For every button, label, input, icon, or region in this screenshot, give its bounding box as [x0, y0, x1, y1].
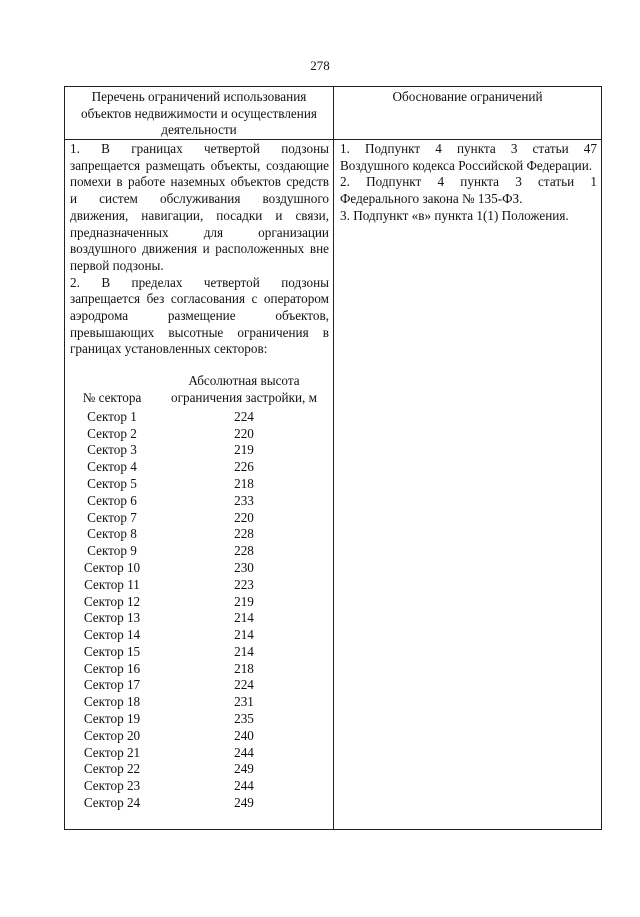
- sector-height: 220: [234, 509, 254, 525]
- sectors-table-body: [70, 409, 328, 812]
- sectors-height-table: [70, 373, 328, 812]
- table-row: [70, 426, 328, 443]
- justification-item-1: 1. Подпункт 4 пункта 3 статьи 47 Воздушного кодекса Российской Федерации.: [340, 141, 597, 173]
- sector-height: 228: [234, 543, 254, 559]
- table-row: [70, 627, 328, 644]
- sector-name: Сектор 23: [83, 778, 141, 794]
- sectors-table-header: [70, 373, 328, 409]
- table-row: [70, 442, 328, 459]
- table-row: [70, 661, 328, 678]
- sector-name: Сектор 11: [84, 576, 140, 592]
- sector-name: Сектор 24: [83, 795, 141, 811]
- page-number: 278: [310, 58, 330, 73]
- sector-height: 214: [234, 627, 254, 643]
- sector-name: Сектор 13: [83, 610, 141, 626]
- sector-height: 224: [234, 408, 254, 424]
- sector-height: 230: [234, 559, 254, 575]
- justification-item-2: 2. Подпункт 4 пункта 3 статьи 1 Федерального закона № 135-ФЗ.: [340, 174, 597, 207]
- table-row: [70, 526, 328, 543]
- sector-number-header: № сектора: [82, 389, 142, 405]
- table-row: [70, 493, 328, 510]
- restriction-item-2: 2. В пределах четвертой подзоны запрещается без согласования с оператором аэродрома размещение объектов, превышающих высотные ограничения в границах установленных секторов:: [70, 274, 329, 357]
- sector-name: Сектор 19: [83, 711, 141, 727]
- sector-name: Сектор 21: [83, 744, 141, 760]
- sector-name: Сектор 3: [87, 442, 137, 458]
- table-row: [70, 476, 328, 493]
- table-row: [70, 711, 328, 728]
- sector-name: Сектор 15: [83, 643, 141, 659]
- header-justification: Обоснование ограничений: [334, 87, 602, 140]
- sector-height: 235: [234, 711, 254, 727]
- sector-height: 223: [234, 576, 254, 592]
- sector-height: 224: [234, 677, 254, 693]
- sector-name: Сектор 6: [87, 492, 137, 508]
- sector-name: Сектор 1: [87, 408, 137, 424]
- table-row: [70, 761, 328, 778]
- sector-name: Сектор 12: [83, 593, 141, 609]
- table-row: [70, 409, 328, 426]
- sector-name: Сектор 10: [83, 559, 141, 575]
- restriction-item-1: 1. В границах четвертой подзоны запрещается размещать объекты, создающие помехи в работе наземных объектов средств и систем обслуживания воздушного движения, навигации, посадки и связи, предназначенных для организации воздушного движения и расположенных вне первой подзоны.: [70, 141, 329, 273]
- sector-height: 249: [234, 761, 254, 777]
- sector-name: Сектор 18: [83, 694, 141, 710]
- sector-name: Сектор 2: [87, 425, 137, 441]
- table-row: [70, 560, 328, 577]
- restrictions-table: [64, 86, 602, 830]
- justification-cell: [334, 140, 602, 830]
- sector-height: 214: [234, 643, 254, 659]
- table-row: [70, 728, 328, 745]
- table-row: [70, 745, 328, 762]
- height-limit-header: Абсолютная высота ограничения застройки, м: [170, 373, 318, 405]
- table-row: [70, 610, 328, 627]
- sector-height: 233: [234, 492, 254, 508]
- justification-item-3: 3. Подпункт «в» пункта 1(1) Положения.: [340, 207, 569, 223]
- table-row: [70, 510, 328, 527]
- sector-height: 244: [234, 778, 254, 794]
- table-row: [70, 459, 328, 476]
- sector-height: 220: [234, 425, 254, 441]
- sector-name: Сектор 20: [83, 727, 141, 743]
- sector-height: 240: [234, 727, 254, 743]
- table-header-row: [65, 87, 602, 140]
- table-row: [70, 644, 328, 661]
- sector-name: Сектор 22: [83, 761, 141, 777]
- header-restrictions-list: Перечень ограничений использования объектов недвижимости и осуществления деятельности: [65, 87, 334, 140]
- sector-name: Сектор 14: [83, 627, 141, 643]
- sector-name: Сектор 9: [87, 543, 137, 559]
- sector-height: 219: [234, 593, 254, 609]
- restrictions-cell: [65, 140, 334, 830]
- table-row: [70, 694, 328, 711]
- sector-height: 218: [234, 660, 254, 676]
- table-row: [70, 594, 328, 611]
- sector-height: 226: [234, 459, 254, 475]
- table-row: [70, 543, 328, 560]
- sector-height: 214: [234, 610, 254, 626]
- table-row: [70, 795, 328, 812]
- sector-name: Сектор 16: [83, 660, 141, 676]
- table-row: [70, 577, 328, 594]
- sector-name: Сектор 7: [87, 509, 137, 525]
- sector-height: 219: [234, 442, 254, 458]
- sector-name: Сектор 4: [87, 459, 137, 475]
- sector-height: 249: [234, 795, 254, 811]
- table-row: [70, 778, 328, 795]
- sector-height: 228: [234, 526, 254, 542]
- table-body-row: [65, 140, 602, 830]
- sector-name: Сектор 5: [87, 475, 137, 491]
- table-row: [70, 677, 328, 694]
- sector-height: 231: [234, 694, 254, 710]
- sector-name: Сектор 17: [83, 677, 141, 693]
- sector-height: 244: [234, 744, 254, 760]
- sector-name: Сектор 8: [87, 526, 137, 542]
- sector-height: 218: [234, 475, 254, 491]
